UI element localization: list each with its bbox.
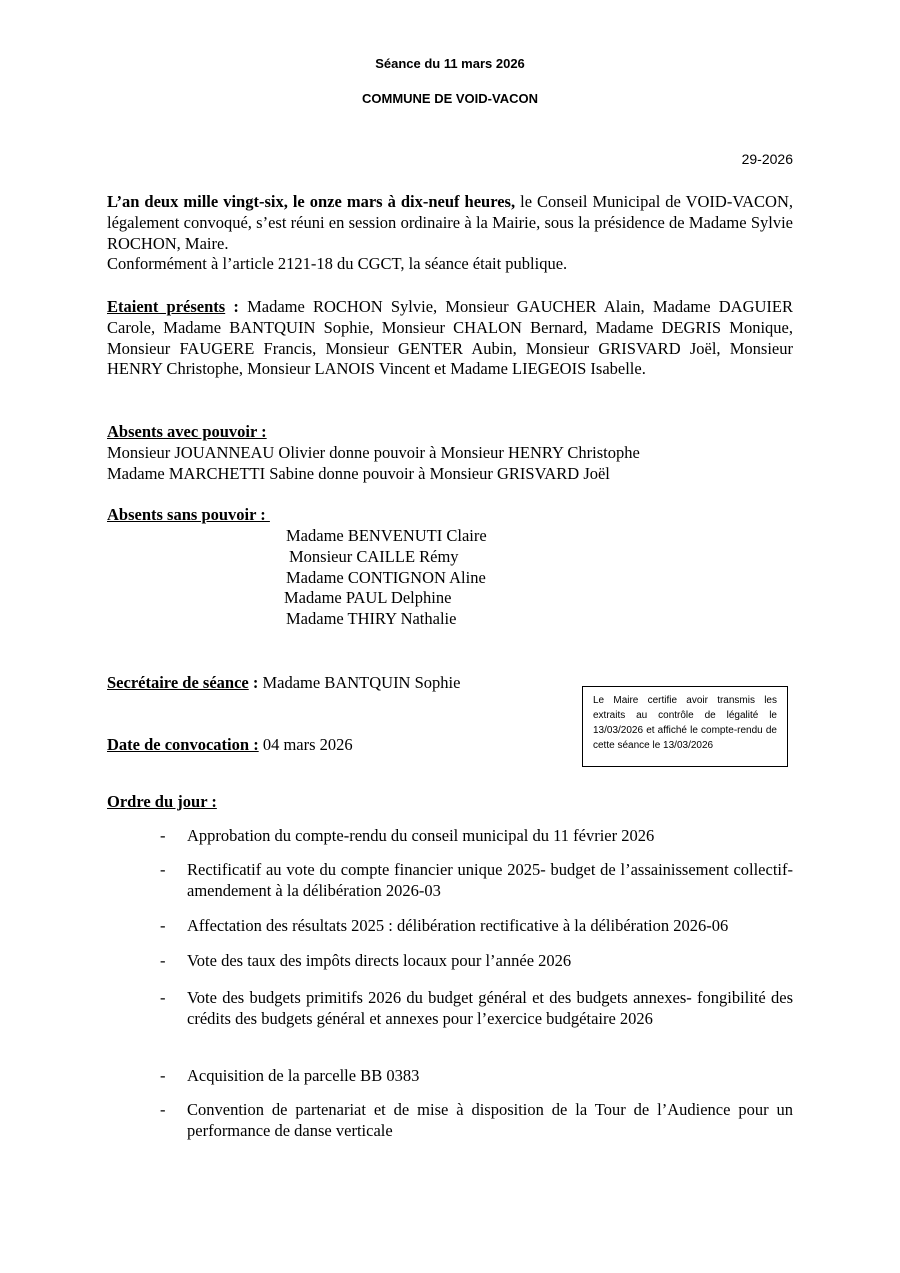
- commune-title: COMMUNE DE VOID-VACON: [362, 91, 538, 106]
- convocation-section: [107, 735, 793, 756]
- agenda-item-text: Vote des budgets primitifs 2026 du budget général et des budgets annexes- fongibilité des crédits des budgets général et annexes pour l’exercice budgétaire 2026: [187, 988, 793, 1028]
- present-members-section: [107, 297, 793, 380]
- intro-text: le Conseil Municipal de VOID-VACON, légalement convoqué, s’est réuni en session ordinaire à la Mairie, sous la présidence de Madame Sylvie ROCHON, Maire.: [107, 192, 793, 253]
- proxy-item: Monsieur JOUANNEAU Olivier donne pouvoir à Monsieur HENRY Christophe: [107, 442, 640, 462]
- absent-without-proxy-section: [107, 505, 793, 526]
- absent-item: Madame CONTIGNON Aline: [286, 567, 486, 587]
- agenda-bullet: -: [160, 1100, 166, 1119]
- secretary-separator: :: [248, 673, 263, 692]
- convocation-value: 04 mars 2026: [258, 735, 353, 754]
- convocation-label: Date de convocation :: [107, 735, 259, 754]
- absent-item: Madame PAUL Delphine: [284, 588, 452, 608]
- agenda-item-text: Acquisition de la parcelle BB 0383: [187, 1066, 420, 1085]
- absent-item: Monsieur CAILLE Rémy: [289, 546, 459, 566]
- certification-box: Le Maire certifie avoir transmis les extraits au contrôle de légalité le 13/03/2026 et affiché le compte-rendu de cette séance le 13/03/2026: [582, 686, 788, 767]
- secretary-value: Madame BANTQUIN Sophie: [262, 673, 461, 692]
- agenda-bullet: -: [160, 951, 166, 970]
- present-members-text: Madame ROCHON Sylvie, Monsieur GAUCHER Alain, Madame DAGUIER Carole, Madame BANTQUIN Sophie, Monsieur CHALON Bernard, Madame DEGRIS Monique, Monsieur FAUGERE Francis, Monsieur GENTER Aubin, Monsieur GRISVARD Joël, Monsieur HENRY Christophe, Monsieur LANOIS Vincent et Madame LIEGEOIS Isabelle.: [107, 297, 793, 379]
- secretary-label: Secrétaire de séance: [107, 673, 249, 692]
- reference-number: 29-2026: [741, 151, 793, 167]
- absent-with-proxy-section: [107, 422, 793, 484]
- session-title: Séance du 11 mars 2026: [375, 56, 525, 71]
- present-separator: :: [225, 297, 248, 316]
- absent-with-proxy-label: Absents avec pouvoir :: [107, 422, 267, 441]
- intro-paragraph: [107, 192, 793, 275]
- agenda-item-text: Vote des taux des impôts directs locaux pour l’année 2026: [187, 951, 572, 970]
- absent-item: Madame BENVENUTI Claire: [286, 526, 487, 545]
- agenda-bullet: -: [160, 916, 166, 935]
- agenda-bullet: -: [160, 1066, 166, 1085]
- agenda-item-text: Affectation des résultats 2025 : délibération rectificative à la délibération 2026-06: [187, 916, 729, 935]
- agenda-bullet: -: [160, 988, 166, 1007]
- agenda-label: Ordre du jour :: [107, 792, 217, 811]
- proxy-item: Madame MARCHETTI Sabine donne pouvoir à Monsieur GRISVARD Joël: [107, 463, 610, 483]
- absent-item: Madame THIRY Nathalie: [286, 609, 457, 629]
- agenda-item-text: Convention de partenariat et de mise à disposition de la Tour de l’Audience pour un performance de danse verticale: [187, 1100, 793, 1140]
- absent-without-proxy-list: [0, 526, 487, 630]
- absent-without-proxy-label: Absents sans pouvoir :: [107, 505, 270, 524]
- agenda-bullet: -: [160, 826, 166, 845]
- agenda-item-text: Rectificatif au vote du compte financier unique 2025- budget de l’assainissement collectif- amendement à la délibération 2026-03: [187, 860, 793, 900]
- agenda-item-text: Approbation du compte-rendu du conseil municipal du 11 février 2026: [187, 826, 655, 845]
- present-label: Etaient présents: [107, 297, 226, 316]
- public-session-line: Conformément à l’article 2121-18 du CGCT, la séance était publique.: [107, 254, 568, 274]
- agenda-bullet: -: [160, 860, 166, 879]
- intro-bold-lead: L’an deux mille vingt-six, le onze mars à dix-neuf heures,: [107, 192, 516, 211]
